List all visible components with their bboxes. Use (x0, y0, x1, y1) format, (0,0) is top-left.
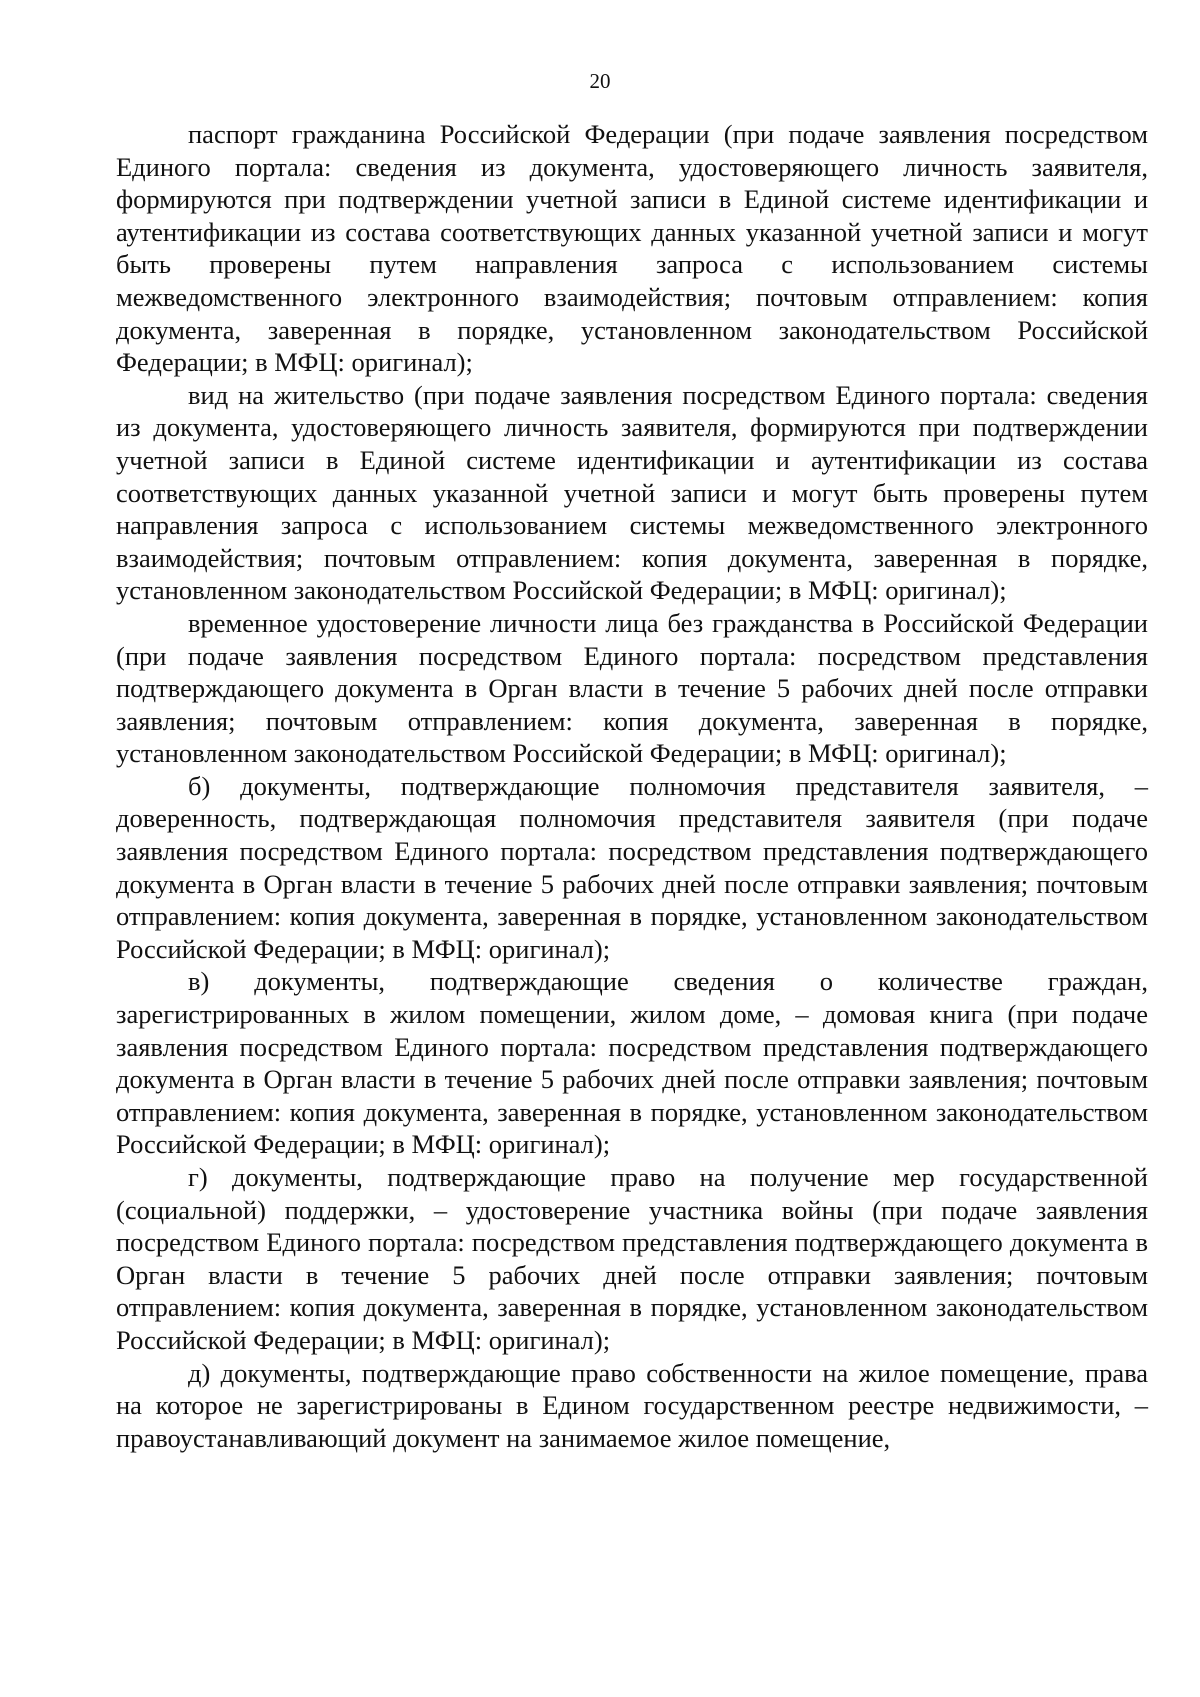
paragraph-registered-citizens: в) документы, подтверждающие сведения о количестве граждан, зарегистрированных в жилом помещении, жилом доме, – домовая книга (при подаче заявления посредством Единого портала: посредством представления подтверждающего документа в Орган власти в течение 5 рабочих дней после отправки заявления; почтовым отправлением: копия документа, заверенная в порядке, установленном законодательством Российской Федерации; в МФЦ: оригинал); (116, 966, 1148, 1160)
paragraph-ownership-rights: д) документы, подтверждающие право собственности на жилое помещение, права на которое не зарегистрированы в Едином государственном реестре недвижимости, – правоустанавливающий документ на занимаемое жилое помещение, (116, 1357, 1148, 1453)
paragraph-passport: паспорт гражданина Российской Федерации (при подаче заявления посредством Единого портала: сведения из документа, удостоверяющего личность заявителя, формируются при подтверждении учетной записи в Единой системе идентификации и аутентификации из состава соответствующих данных указанной учетной записи и могут быть проверены путем направления запроса с использованием системы межведомственного электронного взаимодействия; почтовым отправлением: копия документа, заверенная в порядке, установленном законодательством Российской Федерации; в МФЦ: оригинал); (116, 119, 1148, 378)
paragraph-residence-permit: вид на жительство (при подаче заявления посредством Единого портала: сведения из документа, удостоверяющего личность заявителя, формируются при подтверждении учетной записи в Единой системе идентификации и аутентификации из состава соответствующих данных указанной учетной записи и могут быть проверены путем направления запроса с использованием системы межведомственного электронного взаимодействия; почтовым отправлением: копия документа, заверенная в порядке, установленном законодательством Российской Федерации; в МФЦ: оригинал); (116, 379, 1148, 606)
paragraph-state-support: г) документы, подтверждающие право на получение мер государственной (социальной) поддержки, – удостоверение участника войны (при подаче заявления посредством Единого портала: посредством представления подтверждающего документа в Орган власти в течение 5 рабочих дней после отправки заявления; почтовым отправлением: копия документа, заверенная в порядке, установленном законодательством Российской Федерации; в МФЦ: оригинал); (116, 1162, 1148, 1355)
paragraph-representative-authority: б) документы, подтверждающие полномочия представителя заявителя, – доверенность, подтверждающая полномочия представителя заявителя (при подаче заявления посредством Единого портала: посредством представления подтверждающего документа в Орган власти в течение 5 рабочих дней после отправки заявления; почтовым отправлением: копия документа, заверенная в порядке, установленном законодательством Российской Федерации; в МФЦ: оригинал); (116, 770, 1148, 964)
paragraph-temporary-id: временное удостоверение личности лица без гражданства в Российской Федерации (при подаче заявления посредством Единого портала: посредством представления подтверждающего документа в Орган власти в течение 5 рабочих дней после отправки заявления; почтовым отправлением: копия документа, заверенная в порядке, установленном законодательством Российской Федерации; в МФЦ: оригинал); (116, 607, 1148, 769)
page-number: 20 (589, 69, 611, 93)
document-body (116, 118, 1148, 1454)
